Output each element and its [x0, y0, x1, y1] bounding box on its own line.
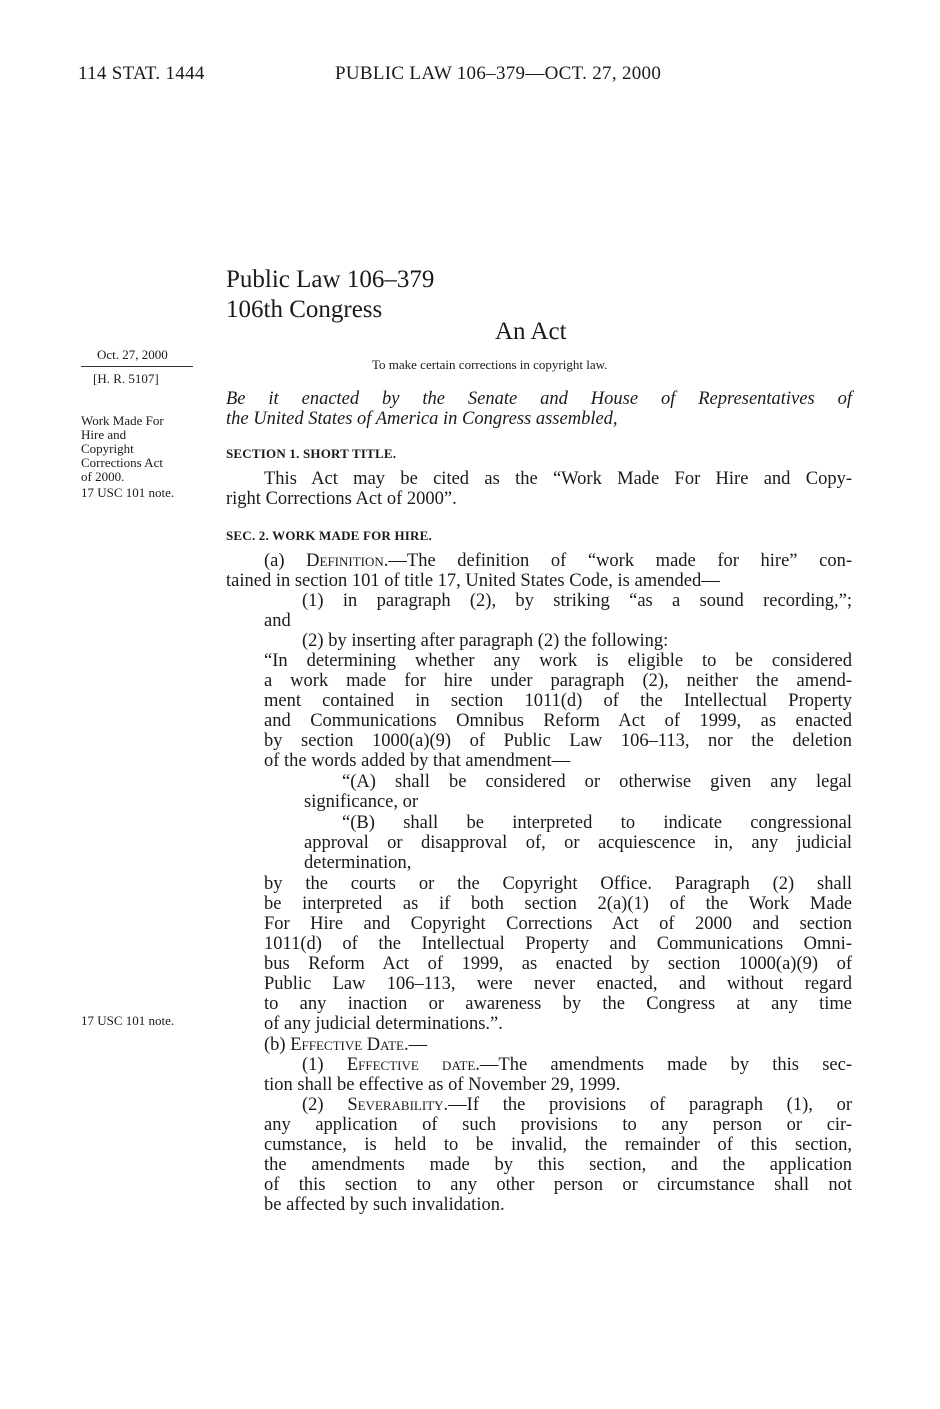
enacting-line: Be it enacted by the Senate and House of Representatives of	[226, 389, 852, 409]
subsection-label: (b)	[264, 1035, 291, 1055]
section-1-heading: SECTION 1. SHORT TITLE.	[226, 446, 397, 461]
margin-line: of 2000.	[81, 469, 125, 484]
text-line: bus Reform Act of 1999, as enacted by section 1000(a)(9) of	[264, 954, 852, 974]
margin-divider	[81, 366, 193, 367]
paragraph-caption: Effective date.	[346, 1055, 480, 1075]
text-line: tion shall be effective as of November 29, 1999.	[264, 1075, 621, 1095]
text-line: any application of such provisions to any person or cir-	[264, 1115, 852, 1135]
text-line: and Communications Omnibus Reform Act of 1999, as enacted	[264, 711, 852, 731]
subsection-a	[226, 551, 852, 591]
text-line: “(A) shall be considered or otherwise given any legal	[342, 772, 852, 792]
text-line: cumstance, is held to be invalid, the remainder of this section,	[264, 1135, 852, 1155]
subsection-dash: —	[408, 1035, 428, 1055]
running-title: PUBLIC LAW 106–379—OCT. 27, 2000	[335, 63, 662, 84]
text-line: For Hire and Copyright Corrections Act of 2000 and section	[264, 914, 852, 934]
margin-line: Corrections Act	[81, 455, 163, 470]
text-line: “(B) shall be interpreted to indicate congressional	[342, 813, 852, 833]
text-line: right Corrections Act of 2000”.	[226, 489, 457, 509]
page-reference: 114 STAT. 1444	[78, 63, 205, 84]
act-purpose: To make certain corrections in copyright law.	[372, 357, 608, 372]
paragraph-text: —The amendments made by this sec-	[479, 1055, 852, 1075]
section-1-text	[226, 469, 852, 509]
margin-date: Oct. 27, 2000	[97, 347, 168, 362]
text-line: be interpreted as if both section 2(a)(1) of the Work Made	[264, 894, 852, 914]
text-line	[264, 1095, 852, 1115]
text-line	[226, 551, 852, 571]
text-line: tained in section 101 of title 17, United States Code, is amended—	[226, 571, 720, 591]
text-line	[264, 1035, 852, 1055]
paragraph-label: (1)	[302, 1055, 347, 1075]
law-title-block	[226, 265, 434, 325]
text-line: (1) in paragraph (2), by striking “as a sound recording,”;	[302, 591, 852, 611]
section-2-heading: SEC. 2. WORK MADE FOR HIRE.	[226, 528, 432, 543]
enacting-line: the United States of America in Congress assembled,	[226, 409, 618, 429]
paragraph-1	[264, 591, 852, 631]
subsection-caption: Effective Date.	[290, 1035, 409, 1055]
text-line: ment contained in section 1011(d) of the Intellectual Property	[264, 691, 852, 711]
paragraph-caption: Severability.	[347, 1095, 449, 1115]
text-line: and	[264, 611, 291, 631]
subsection-caption: Definition.	[306, 551, 389, 571]
enacting-clause	[226, 389, 852, 429]
margin-line: Hire and	[81, 427, 127, 442]
text-line: determination,	[304, 853, 412, 873]
quoted-item-a	[304, 772, 852, 812]
text-line: to any inaction or awareness by the Congress at any time	[264, 994, 852, 1014]
margin-usc-note: 17 USC 101 note.	[81, 485, 175, 500]
text-line: of this section to any other person or circumstance shall not	[264, 1175, 852, 1195]
margin-short-title	[81, 414, 164, 484]
text-line: of the words added by that amendment—	[264, 751, 571, 771]
text-line: This Act may be cited as the “Work Made For Hire and Copy-	[264, 469, 852, 489]
subsection-b	[264, 1035, 852, 1215]
text-line: of any judicial determinations.”.	[264, 1014, 503, 1034]
text-line: Public Law 106–113, were never enacted, and without regard	[264, 974, 852, 994]
law-number: Public Law 106–379	[226, 266, 435, 293]
text-line: a work made for hire under paragraph (2), neither the amend-	[264, 671, 852, 691]
margin-bill: [H. R. 5107]	[93, 371, 159, 386]
paragraph-2	[264, 631, 852, 771]
margin-line: Copyright	[81, 441, 134, 456]
quoted-tail	[264, 874, 852, 1034]
subsection-label: (a)	[264, 551, 307, 571]
text-line: by section 1000(a)(9) of Public Law 106–113, nor the deletion	[264, 731, 852, 751]
paragraph-label: (2)	[302, 1095, 348, 1115]
margin-line: Work Made For	[81, 413, 164, 428]
text-line: (2) by inserting after paragraph (2) the following:	[302, 631, 669, 651]
margin-usc-note: 17 USC 101 note.	[81, 1013, 175, 1028]
text-line	[264, 1055, 852, 1075]
act-label: An Act	[495, 318, 567, 345]
congress: 106th Congress	[226, 296, 383, 323]
text-line: 1011(d) of the Intellectual Property and Communications Omni-	[264, 934, 852, 954]
text-line: approval or disapproval of, or acquiescence in, any judicial	[304, 833, 852, 853]
quoted-item-b	[304, 813, 852, 873]
text-line: by the courts or the Copyright Office. Paragraph (2) shall	[264, 874, 852, 894]
text-line: significance, or	[304, 792, 419, 812]
text-line: be affected by such invalidation.	[264, 1195, 505, 1215]
text-line: the amendments made by this section, and the application	[264, 1155, 852, 1175]
paragraph-text: —If the provisions of paragraph (1), or	[448, 1095, 853, 1115]
subsection-text: —The definition of “work made for hire” con-	[388, 551, 852, 571]
text-line: “In determining whether any work is eligible to be considered	[264, 651, 852, 671]
